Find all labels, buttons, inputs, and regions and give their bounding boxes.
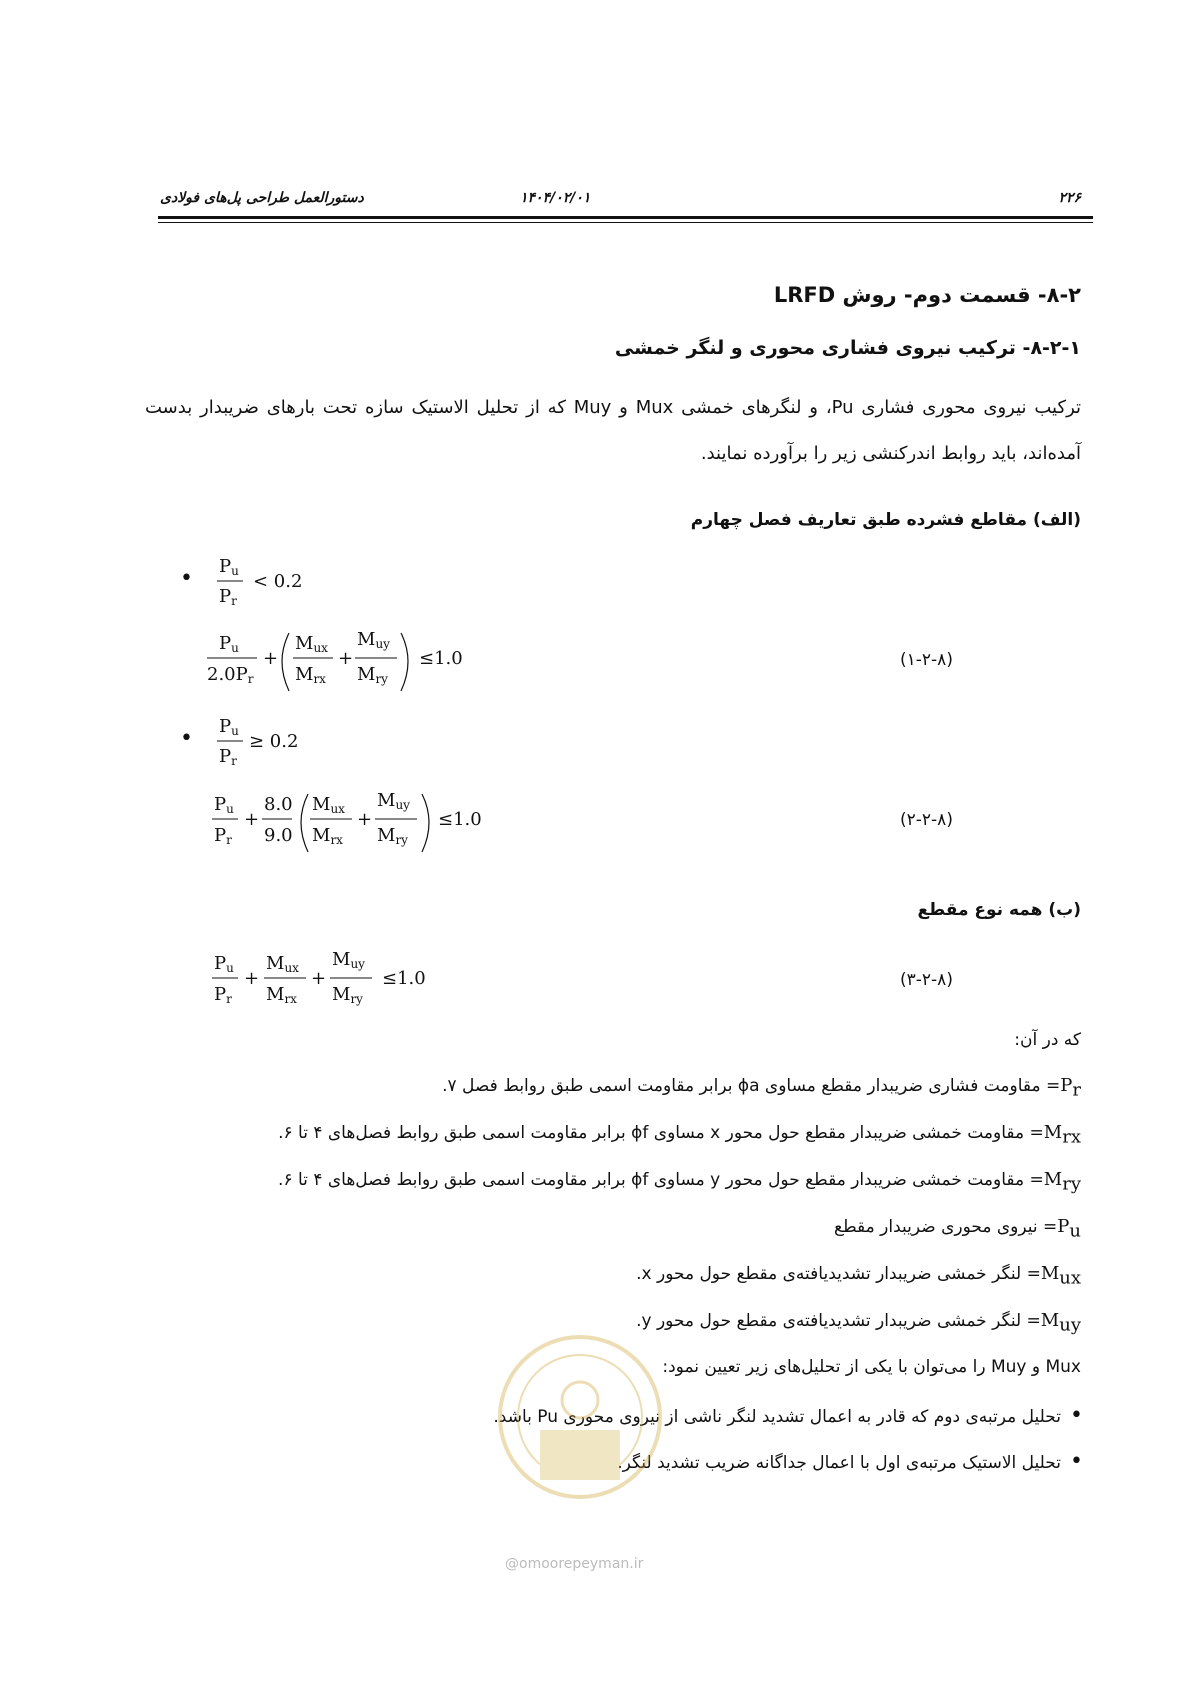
case-a-heading: (الف) مقاطع فشرده طبق تعاریف فصل چهارم xyxy=(690,510,1081,530)
definition-muy: $M_{uy}=$ لنگر خمشی ضریبدار تشدیدیافته‌ی مقطع حول محور y. xyxy=(636,1310,1081,1336)
svg-text:Muy: Muy xyxy=(357,629,390,651)
equation-2 xyxy=(212,786,492,866)
svg-text:Mux: Mux xyxy=(312,794,345,816)
equation-1-number: (۱-۲-۸) xyxy=(900,650,953,670)
condition-2-text: ≥ 0.2 xyxy=(249,731,299,752)
svg-text:Pr: Pr xyxy=(219,746,237,768)
svg-text:2.0Pr: 2.0Pr xyxy=(207,664,254,686)
svg-text:Pr: Pr xyxy=(214,984,232,1006)
definition-pr: $P_r=$ مقاومت فشاری ضریبدار مقطع مساوی ϕa برابر مقاومت اسمی طبق روابط فصل ۷. xyxy=(442,1075,1081,1101)
svg-text:Pr: Pr xyxy=(214,825,232,847)
svg-text:Pu: Pu xyxy=(219,716,239,738)
definition-mrx: $M_{rx}=$ مقاومت خمشی ضریبدار مقطع حول محور x مساوی ϕf برابر مقاومت اسمی طبق روابط فصل‌های ۴ تا ۶. xyxy=(278,1122,1081,1148)
svg-text:Mrx: Mrx xyxy=(312,825,343,847)
bullet-dot: • xyxy=(1070,1449,1083,1474)
svg-text:+: + xyxy=(357,809,373,830)
svg-text:Mrx: Mrx xyxy=(295,664,326,686)
header-date: ۱۴۰۴/۰۲/۰۱ xyxy=(520,190,591,206)
svg-text:Mry: Mry xyxy=(332,984,363,1006)
case-b-heading: (ب) همه نوع مقطع xyxy=(917,900,1081,920)
equation-2-number: (۲-۲-۸) xyxy=(900,810,953,830)
svg-text:Pu: Pu xyxy=(214,953,234,975)
header-rule-thin xyxy=(158,222,1093,223)
svg-text:≤1.0: ≤1.0 xyxy=(419,648,463,669)
svg-text:+: + xyxy=(244,968,260,989)
where-label: که در آن: xyxy=(1014,1030,1081,1050)
analysis-intro: Mux و Muy را می‌توان با یکی از تحلیل‌های زیر تعیین نمود: xyxy=(662,1357,1081,1377)
bullet-dot: • xyxy=(180,566,193,591)
bullet-dot: • xyxy=(180,726,193,751)
equation-1 xyxy=(205,625,465,705)
svg-text:Mry: Mry xyxy=(357,664,388,686)
condition-1 xyxy=(215,550,335,614)
svg-text:Pr: Pr xyxy=(219,586,237,608)
analysis-item-1: تحلیل مرتبه‌ی دوم که قادر به اعمال تشدید لنگر ناشی از نیروی محوری Pu باشد. xyxy=(493,1407,1061,1427)
svg-text:Pu: Pu xyxy=(219,556,239,578)
watermark-seal-icon xyxy=(495,1325,665,1510)
header-rule-thick xyxy=(158,216,1093,219)
svg-text:≤1.0: ≤1.0 xyxy=(438,809,482,830)
definition-mry: $M_{ry}=$ مقاومت خمشی ضریبدار مقطع حول محور y مساوی ϕf برابر مقاومت اسمی طبق روابط فصل‌های ۴ تا ۶. xyxy=(278,1169,1081,1195)
header-title: دستورالعمل طراحی پل‌های فولادی xyxy=(160,190,364,206)
page-number: ۲۲۶ xyxy=(1058,190,1081,206)
svg-text:Pu: Pu xyxy=(219,633,239,655)
svg-text:+: + xyxy=(311,968,327,989)
watermark-text: @omoorepeyman.ir xyxy=(505,1556,644,1572)
svg-text:Mux: Mux xyxy=(266,953,299,975)
bullet-dot: • xyxy=(1070,1403,1083,1428)
svg-text:Mux: Mux xyxy=(295,633,328,655)
svg-text:Mrx: Mrx xyxy=(266,984,297,1006)
equation-3-number: (۳-۲-۸) xyxy=(900,970,953,990)
definition-pu: $P_u=$ نیروی محوری ضریبدار مقطع xyxy=(834,1216,1081,1242)
svg-text:+: + xyxy=(263,648,279,669)
condition-1-text: < 0.2 xyxy=(253,571,303,592)
definition-mux: $M_{ux}=$ لنگر خمشی ضریبدار تشدیدیافته‌ی مقطع حول محور x. xyxy=(636,1263,1081,1289)
svg-text:Pu: Pu xyxy=(214,794,234,816)
condition-2 xyxy=(215,710,335,774)
svg-text:Muy: Muy xyxy=(332,949,365,971)
svg-text:+: + xyxy=(244,809,260,830)
equation-3 xyxy=(212,945,462,1025)
section-heading: ۸-۲- قسمت دوم- روش LRFD xyxy=(773,283,1081,307)
analysis-item-2: تحلیل الاستیک مرتبه‌ی اول با اعمال جداگانه ضریب تشدید لنگر. xyxy=(617,1453,1061,1473)
section-subheading: ۸-۲-۱- ترکیب نیروی فشاری محوری و لنگر خمشی xyxy=(614,337,1081,359)
svg-text:Mry: Mry xyxy=(377,825,408,847)
svg-text:9.0: 9.0 xyxy=(264,825,293,846)
svg-text:8.0: 8.0 xyxy=(264,794,293,815)
svg-text:Muy: Muy xyxy=(377,790,410,812)
svg-text:≤1.0: ≤1.0 xyxy=(382,968,426,989)
svg-text:+: + xyxy=(338,648,354,669)
intro-paragraph: ترکیب نیروی محوری فشاری Pu، و لنگرهای خمشی Mux و Muy که از تحلیل الاستیک سازه تحت بارهای ضریبدار بدست آمده‌اند، باید روابط اندرکنشی زیر را برآورده نمایند. xyxy=(145,397,1082,464)
